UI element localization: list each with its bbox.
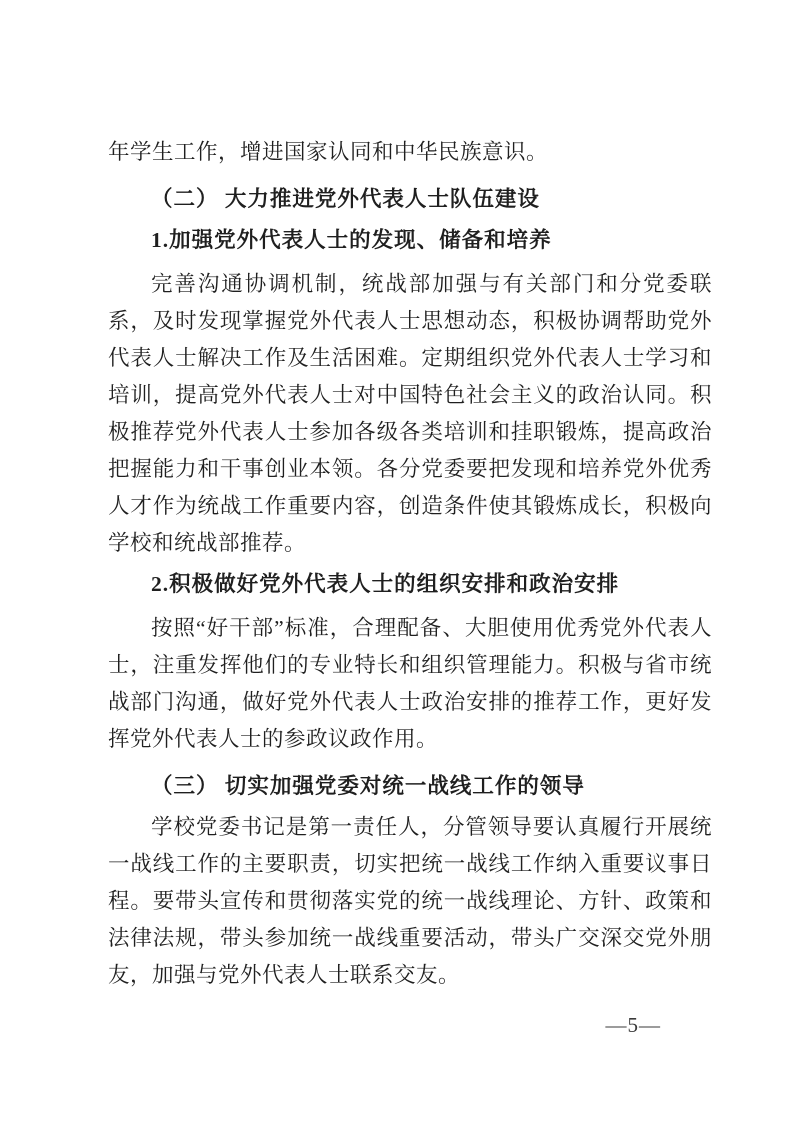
page-number: —5— (605, 1013, 661, 1037)
subsection-heading-2: 2.积极做好党外代表人士的组织安排和政治安排 (151, 572, 620, 596)
paragraph-body: 按照“好干部”标准，合理配备、大胆使用优秀党外代表人士，注重发挥他们的专业特长和组织管理能力。积极与省市统战部门沟通，做好党外代表人士政治安排的推荐工作，更好发挥党外代表人士的参政议政作用。 (108, 616, 712, 751)
paragraph-body: 学校党委书记是第一责任人，分管领导要认真履行开展统一战线工作的主要职责，切实把统一战线工作纳入重要议事日程。要带头宣传和贯彻落实党的统一战线理论、方针、政策和法律法规，带头参加统一战线重要活动，带头广交深交党外朋友，加强与党外代表人士联系交友。 (108, 815, 712, 987)
paragraph-body: 完善沟通协调机制，统战部加强与有关部门和分党委联系，及时发现掌握党外代表人士思想动态，积极协调帮助党外代表人士解决工作及生活困难。定期组织党外代表人士学习和培训，提高党外代表人士对中国特色社会主义的政治认同。积极推荐党外代表人士参加各级各类培训和挂职锻炼，提高政治把握能力和干事创业本领。各分党委要把发现和培养党外优秀人才作为统战工作重要内容，创造条件使其锻炼成长，积极向学校和统战部推荐。 (108, 272, 712, 555)
document-text-block (108, 134, 712, 994)
section-heading-3: （三） 切实加强党委对统一战线工作的领导 (151, 774, 585, 798)
subsection-heading-1: 1.加强党外代表人士的发现、储备和培养 (151, 228, 552, 252)
section-heading-2: （二） 大力推进党外代表人士队伍建设 (151, 187, 540, 211)
paragraph-continuation: 年学生工作，增进国家认同和中华民族意识。 (108, 140, 549, 164)
